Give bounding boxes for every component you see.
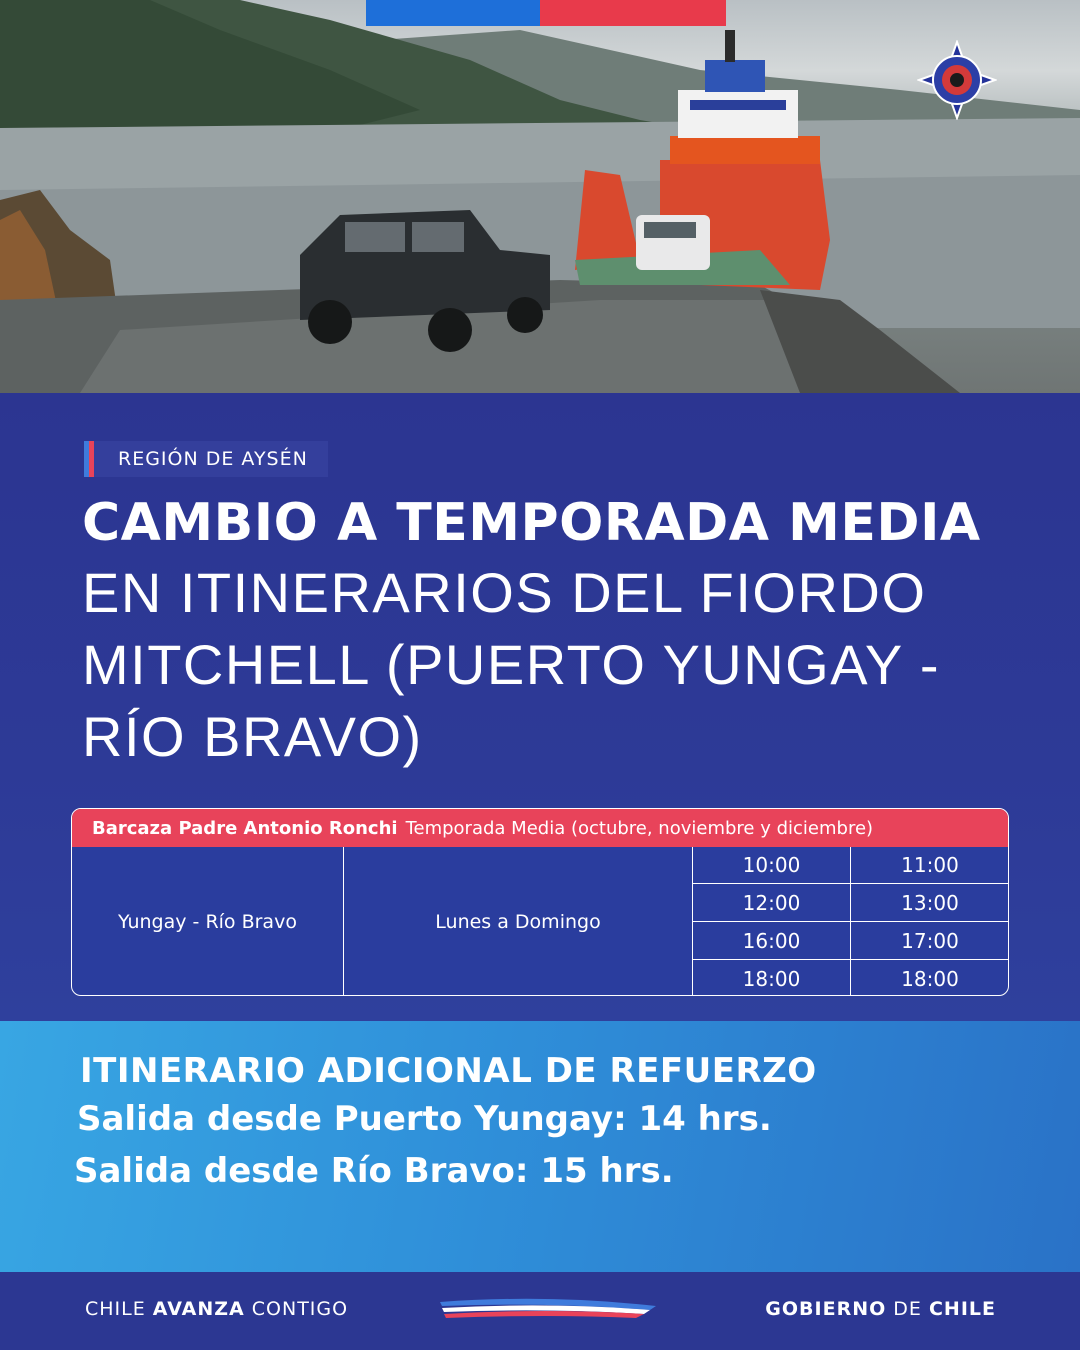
region-label: REGIÓN DE AYSÉN (118, 448, 308, 470)
departure-rio-bravo: Salida desde Río Bravo: 15 hrs. (74, 1151, 674, 1191)
hero-photo (0, 0, 1080, 393)
gov-part-3: CHILE (928, 1298, 996, 1320)
times-grid (693, 847, 1009, 996)
footer (0, 1272, 1080, 1350)
time-cell: 18:00 (901, 966, 959, 991)
time-cell: 10:00 (693, 847, 851, 884)
flag-stripe-red (540, 0, 726, 26)
emergency-network-logo-icon (917, 40, 997, 120)
route-cell: Yungay - Río Bravo (72, 847, 344, 996)
tag-red-bar (89, 441, 94, 477)
slogan-part-1: CHILE (85, 1298, 153, 1320)
reinforcement-title: ITINERARIO ADICIONAL DE REFUERZO (80, 1051, 817, 1091)
headline-line-1: EN ITINERARIOS DEL FIORDO (82, 561, 927, 624)
time-cell: 16:00 (693, 922, 851, 960)
headline (82, 493, 1042, 773)
flag-stripe-blue (366, 0, 540, 26)
time-cell: 12:00 (693, 884, 851, 922)
headline-line-2: MITCHELL (PUERTO YUNGAY - (82, 633, 940, 696)
slogan-part-2: AVANZA (152, 1298, 245, 1320)
gov-part-1: GOBIERNO (765, 1298, 887, 1320)
time-cell: 17:00 (851, 922, 1009, 960)
schedule-table (71, 808, 1009, 996)
swoosh-icon (438, 1296, 658, 1322)
season-label: Temporada Media (octubre, noviembre y diciembre) (405, 817, 874, 839)
region-tag (84, 441, 328, 477)
schedule-table-body (72, 847, 1008, 996)
time-cell: 13:00 (851, 884, 1009, 922)
gov-part-2: DE (886, 1298, 929, 1320)
main-section (0, 393, 1080, 1021)
headline-line-3: RÍO BRAVO) (82, 705, 423, 768)
schedule-table-header (72, 809, 1008, 847)
departure-yungay: Salida desde Puerto Yungay: 14 hrs. (77, 1099, 772, 1139)
footer-government (765, 1298, 996, 1320)
headline-bold: CAMBIO A TEMPORADA MEDIA (82, 493, 981, 553)
reinforcement-band (0, 1021, 1080, 1272)
time-cell: 18:00 (693, 960, 851, 996)
time-cell: 11:00 (851, 847, 1009, 884)
slogan-part-3: CONTIGO (244, 1298, 349, 1320)
days-cell: Lunes a Domingo (344, 847, 693, 996)
footer-slogan (85, 1298, 348, 1320)
vessel-name: Barcaza Padre Antonio Ronchi (92, 817, 398, 839)
